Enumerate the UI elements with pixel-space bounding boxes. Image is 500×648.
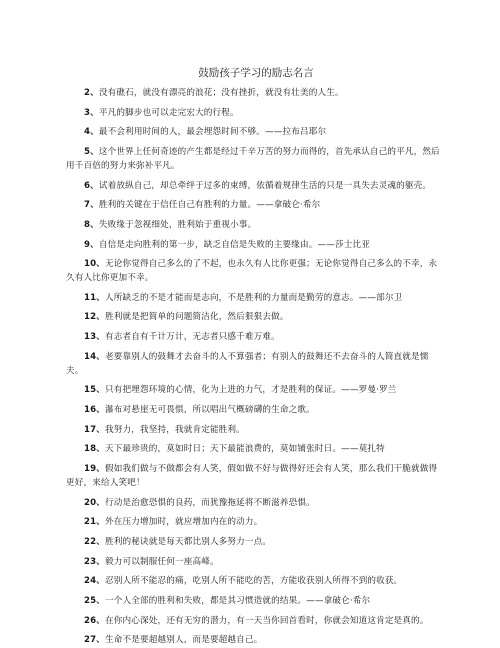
quote-number: 22、 bbox=[84, 536, 106, 547]
quote-number: 21、 bbox=[84, 517, 106, 528]
quote-text: 在你内心深处，还有无穷的潜力，有一天当你回首看时，你就会知道这肯定是真的。 bbox=[105, 615, 429, 626]
quote-item bbox=[66, 463, 446, 491]
quote-text: 试着放纵自己，却总牵绊于过多的束缚，依循着规律生活的只是一具失去灵魂的躯壳。 bbox=[98, 180, 432, 191]
quote-item bbox=[66, 634, 446, 648]
quote-item bbox=[66, 536, 446, 550]
quote-number: 5、 bbox=[84, 147, 99, 158]
quote-text: 瀑布对悬崖无可畏惧，所以唱出气概磅礴的生命之歌。 bbox=[105, 405, 315, 416]
quote-item bbox=[66, 404, 446, 418]
quote-number: 25、 bbox=[84, 596, 106, 606]
quote-item bbox=[66, 384, 446, 398]
quote-text: 假如我们做与不做都会有人笑，假如做不好与做得好还会有人笑，那么我们干脆就做得更好，来给人笑吧！ bbox=[66, 464, 438, 488]
quote-text: 行动是治愈恐惧的良药，而犹豫拖延将不断滋养恐惧。 bbox=[105, 497, 315, 508]
quote-item bbox=[66, 443, 446, 457]
quote-text: 失败缘于忽视细处，胜利始于重视小事。 bbox=[98, 219, 257, 230]
quote-item bbox=[66, 556, 446, 570]
quote-item bbox=[66, 107, 446, 121]
quote-text: 有志者自有千计万计，无志者只感千难万难。 bbox=[105, 332, 280, 343]
quote-text: 毅力可以制服任何一座高峰。 bbox=[105, 556, 219, 567]
quote-item bbox=[66, 180, 446, 194]
quote-text: 一个人全部的胜利和失败，都是其习惯造就的结果。——拿破仑·希尔 bbox=[105, 596, 371, 606]
quote-list bbox=[66, 87, 446, 648]
quote-number: 18、 bbox=[84, 444, 106, 455]
document-title: 鼓励孩子学习的励志名言 bbox=[198, 67, 314, 79]
quote-number: 2、 bbox=[84, 88, 99, 98]
quote-text: 最不会利用时间的人，最会埋怨时间不够。——拉布吕耶尔 bbox=[98, 127, 327, 138]
quote-number: 27、 bbox=[84, 635, 106, 646]
quote-number: 24、 bbox=[84, 576, 106, 587]
quote-number: 9、 bbox=[84, 239, 99, 250]
quote-text: 外在压力增加时，就应增加内在的动力。 bbox=[105, 517, 263, 528]
quote-item bbox=[66, 595, 446, 609]
quote-item bbox=[66, 199, 446, 213]
quote-item bbox=[66, 516, 446, 530]
quote-number: 7、 bbox=[84, 200, 99, 211]
quote-text: 老要靠别人的鼓舞才去奋斗的人不算强者；有别人的鼓舞还不去奋斗的人简直就是懦夫。 bbox=[66, 351, 429, 376]
quote-number: 16、 bbox=[84, 405, 106, 416]
quote-item bbox=[66, 219, 446, 233]
quote-number: 12、 bbox=[84, 312, 106, 323]
quote-text: 无论你觉得自己多么的了不起，也永久有人比你更强；无论你觉得自己多么的不幸，永久有人比你更加不幸。 bbox=[66, 259, 438, 284]
quote-number: 13、 bbox=[84, 332, 106, 343]
quote-item bbox=[66, 87, 446, 101]
quote-item bbox=[66, 331, 446, 345]
quote-number: 20、 bbox=[84, 497, 106, 508]
quote-text: 平凡的脚步也可以走完宏大的行程。 bbox=[98, 107, 239, 118]
quote-item bbox=[66, 497, 446, 511]
quote-item bbox=[66, 424, 446, 438]
quote-text: 忍别人所不能忍的痛，吃别人所不能吃的苦，方能收获别人所得不到的收获。 bbox=[105, 576, 403, 587]
quote-text: 人所缺乏的不是才能而是志向，不是胜利的力量而是勤劳的意志。——部尔卫 bbox=[105, 292, 403, 303]
quote-item bbox=[66, 258, 446, 286]
quote-item bbox=[66, 126, 446, 140]
quote-item bbox=[66, 239, 446, 253]
quote-item bbox=[66, 146, 446, 174]
quote-number: 17、 bbox=[84, 424, 106, 435]
quote-text: 胜利的秘诀就是每天都比别人多努力一点。 bbox=[105, 536, 272, 547]
quote-number: 10、 bbox=[84, 259, 106, 270]
quote-item bbox=[66, 311, 446, 325]
quote-number: 15、 bbox=[84, 385, 106, 396]
quote-text: 只有把埋怨环境的心情，化为上进的力气，才是胜利的保证。——罗曼·罗兰 bbox=[105, 385, 397, 396]
quote-text: 自信是走向胜利的第一步，缺乏自信是失败的主要缘由。——莎士比亚 bbox=[98, 239, 370, 250]
quote-text: 没有礁石，就没有漂亮的浪花；没有挫折，就没有壮美的人生。 bbox=[98, 88, 344, 98]
quote-text: 天下最珍贵的，莫如时日；天下最能浪费的，莫如铺张时日。——莫扎特 bbox=[105, 444, 385, 455]
quote-text: 生命不是要超越别人，而是要超越自己。 bbox=[105, 635, 263, 646]
quote-number: 8、 bbox=[84, 219, 99, 230]
quote-number: 3、 bbox=[84, 107, 99, 118]
quote-number: 19、 bbox=[84, 464, 106, 475]
quote-text: 这个世界上任何奇迹的产生都是经过千辛万苦的努力而得的，首先承认自己的平凡，然后用千百倍的努力来弥补平凡。 bbox=[66, 147, 440, 171]
quote-item bbox=[66, 615, 446, 629]
quote-number: 11、 bbox=[84, 292, 106, 303]
quote-number: 6、 bbox=[84, 180, 99, 191]
quote-item bbox=[66, 575, 446, 589]
quote-number: 4、 bbox=[84, 127, 99, 138]
quote-number: 26、 bbox=[84, 615, 106, 626]
quote-item bbox=[66, 351, 446, 379]
quote-number: 14、 bbox=[84, 351, 106, 362]
quote-text: 胜利的关键在于信任自己有胜利的力量。——拿破仑·希尔 bbox=[98, 200, 321, 211]
quote-text: 我努力，我坚持，我就肯定能胜利。 bbox=[105, 424, 245, 435]
quote-text: 胜利就是把简单的问题简洁化，然后狠狠去做。 bbox=[105, 312, 289, 323]
quote-number: 23、 bbox=[84, 556, 106, 567]
quote-item bbox=[66, 292, 446, 306]
